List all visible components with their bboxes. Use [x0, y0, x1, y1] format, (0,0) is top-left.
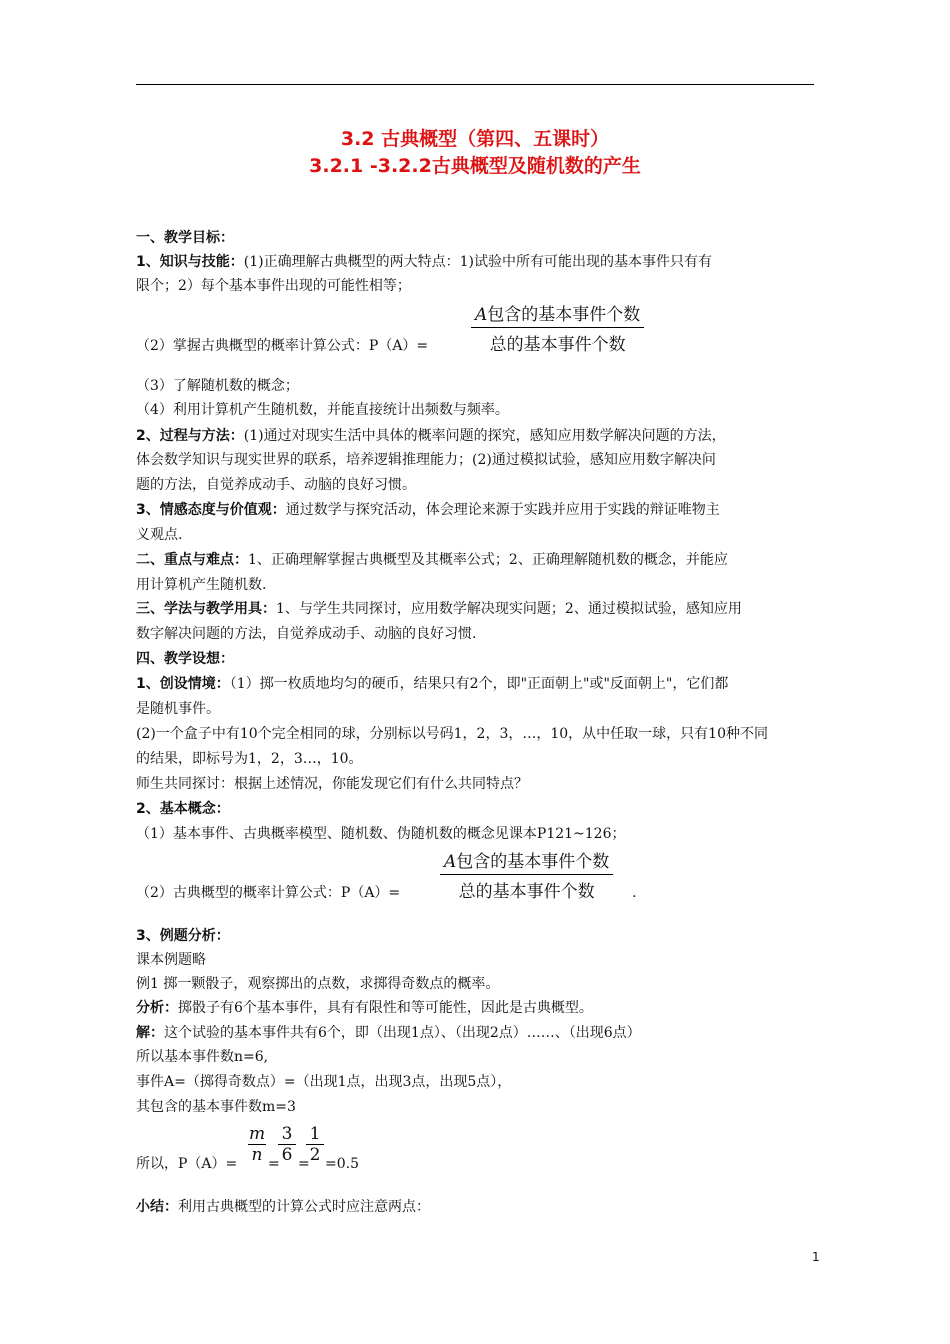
- knowledge-line-1: [136, 253, 712, 271]
- fraction-numerator: [471, 300, 644, 328]
- summary-text: 利用古典概型的计算公式时应注意两点：: [178, 1199, 430, 1215]
- situation-line-4: 的结果，即标号为1，2，3…，10。: [136, 751, 363, 767]
- concept-1: （1）基本事件、古典概率模型、随机数、伪随机数的概念见课本P121~126；: [136, 826, 626, 842]
- fraction-numerator-text: 包含的基本事件个数: [487, 305, 641, 325]
- analysis-line: [136, 999, 593, 1017]
- process-text: (1)通过对现实生活中具体的概率问题的探究，感知应用数学解决问题的方法，: [243, 428, 726, 444]
- concept-2-label: （2）古典概型的概率计算公式：P（A）=: [136, 885, 401, 901]
- situation-line-1: [136, 675, 728, 693]
- attitude-label: 3、情感态度与价值观：: [136, 502, 286, 518]
- formula-2-fraction: [440, 847, 613, 902]
- equals-2: =: [298, 1156, 310, 1172]
- example-heading: 3、例题分析：: [136, 928, 230, 944]
- title-line-2: 3.2.1 -3.2.2古典概型及随机数的产生: [309, 155, 641, 177]
- concept-2-period: .: [632, 885, 637, 901]
- knowledge-text: (1)正确理解古典概型的两大特点：1)试验中所有可能出现的基本事件只有有: [243, 254, 712, 270]
- formula-1-fraction: [471, 300, 644, 355]
- fraction-n: n: [251, 1145, 263, 1165]
- solution-line-4: 其包含的基本事件数m=3: [136, 1099, 296, 1115]
- process-line-2: 体会数学知识与现实世界的联系，培养逻辑推理能力；(2)通过模拟试验，感知应用数字解决问: [136, 452, 716, 468]
- solution-line-5-label: 所以，P（A）=: [136, 1156, 238, 1172]
- fraction-2-variable: A: [444, 852, 457, 872]
- concept-heading: 2、基本概念：: [136, 801, 230, 817]
- key-points-line-1: [136, 551, 728, 569]
- fraction-2-denominator: 总的基本事件个数: [458, 882, 595, 902]
- attitude-line-2: 义观点.: [136, 527, 183, 543]
- situation-text: （1）掷一枚质地均匀的硬币，结果只有2个，即"正面朝上"或"反面朝上"，它们都: [229, 676, 729, 692]
- fraction-variable: A: [475, 305, 488, 325]
- fraction-m: m: [248, 1124, 266, 1144]
- fraction-denominator: 总的基本事件个数: [489, 335, 626, 355]
- tools-line-2: 数字解决问题的方法，自觉养成动手、动脑的良好习惯.: [136, 626, 477, 642]
- section-goals-heading: 一、教学目标：: [136, 230, 234, 246]
- tools-text: 1、与学生共同探讨，应用数学解决现实问题；2、通过模拟试验，感知应用: [276, 601, 742, 617]
- design-heading: 四、教学设想：: [136, 651, 234, 667]
- situation-line-3: (2)一个盒子中有10个完全相同的球，分别标以号码1，2，3，…，10，从中任取一球，只有10种不同: [136, 726, 768, 742]
- goal-4: （4）利用计算机产生随机数，并能直接统计出频数与频率。: [136, 402, 509, 418]
- summary-label: 小结：: [136, 1199, 178, 1215]
- solution-line-1: [136, 1024, 641, 1042]
- tools-line-1: [136, 600, 742, 618]
- page-number: 1: [812, 1250, 820, 1264]
- key-points-label: 二、重点与难点：: [136, 552, 248, 568]
- knowledge-line-2: 限个；2）每个基本事件出现的可能性相等；: [136, 278, 411, 294]
- process-label: 2、过程与方法：: [136, 428, 244, 444]
- solution-line-2: 所以基本事件数n=6,: [136, 1049, 269, 1065]
- knowledge-label: 1、知识与技能：: [136, 254, 244, 270]
- goal-3: （3）了解随机数的概念；: [136, 378, 299, 394]
- situation-line-5: 师生共同探讨：根据上述情况，你能发现它们有什么共同特点？: [136, 776, 528, 792]
- tools-label: 三、学法与教学用具：: [136, 601, 276, 617]
- fraction-2-numerator-text: 包含的基本事件个数: [456, 852, 610, 872]
- title-line-1: 3.2 古典概型（第四、五课时）: [340, 128, 610, 150]
- fraction-3-over-6: [278, 1124, 296, 1165]
- summary-line: [136, 1198, 430, 1216]
- key-points-text: 1、正确理解掌握古典概型及其概率公式；2、正确理解随机数的概念，并能应: [248, 552, 728, 568]
- formula-1-label: （2）掌握古典概型的概率计算公式：P（A）=: [136, 338, 429, 354]
- fraction-1: 1: [306, 1124, 324, 1145]
- situation-label: 1、创设情境：: [136, 676, 230, 692]
- fraction-3: 3: [278, 1124, 296, 1145]
- result-value: =0.5: [325, 1156, 359, 1172]
- solution-line-3: 事件A=（掷得奇数点）=（出现1点，出现3点，出现5点），: [136, 1074, 512, 1090]
- header-rule: [136, 84, 814, 85]
- process-line-1: [136, 427, 726, 445]
- key-points-line-2: 用计算机产生随机数.: [136, 577, 267, 593]
- fraction-6: 6: [281, 1145, 293, 1165]
- analysis-label: 分析：: [136, 1000, 178, 1016]
- fraction-2-numerator: [440, 847, 613, 875]
- example-line-2: 例1 掷一颗骰子，观察掷出的点数，求掷得奇数点的概率。: [136, 976, 500, 992]
- analysis-text: 掷骰子有6个基本事件，具有有限性和等可能性，因此是古典概型。: [178, 1000, 593, 1016]
- fraction-2: 2: [309, 1145, 321, 1165]
- solution-label: 解：: [136, 1025, 164, 1041]
- situation-line-2: 是随机事件。: [136, 701, 220, 717]
- attitude-line-1: [136, 501, 720, 519]
- example-line-1: 课本例题略: [136, 952, 206, 968]
- fraction-1-over-2: [306, 1124, 324, 1165]
- solution-text: 这个试验的基本事件共有6个，即（出现1点）、（出现2点）……、（出现6点）: [164, 1025, 641, 1041]
- process-line-3: 题的方法，自觉养成动手、动脑的良好习惯。: [136, 477, 416, 493]
- fraction-m-over-n: [248, 1124, 266, 1165]
- equals-1: =: [268, 1156, 280, 1172]
- attitude-text: 通过数学与探究活动，体会理论来源于实践并应用于实践的辩证唯物主: [285, 502, 720, 518]
